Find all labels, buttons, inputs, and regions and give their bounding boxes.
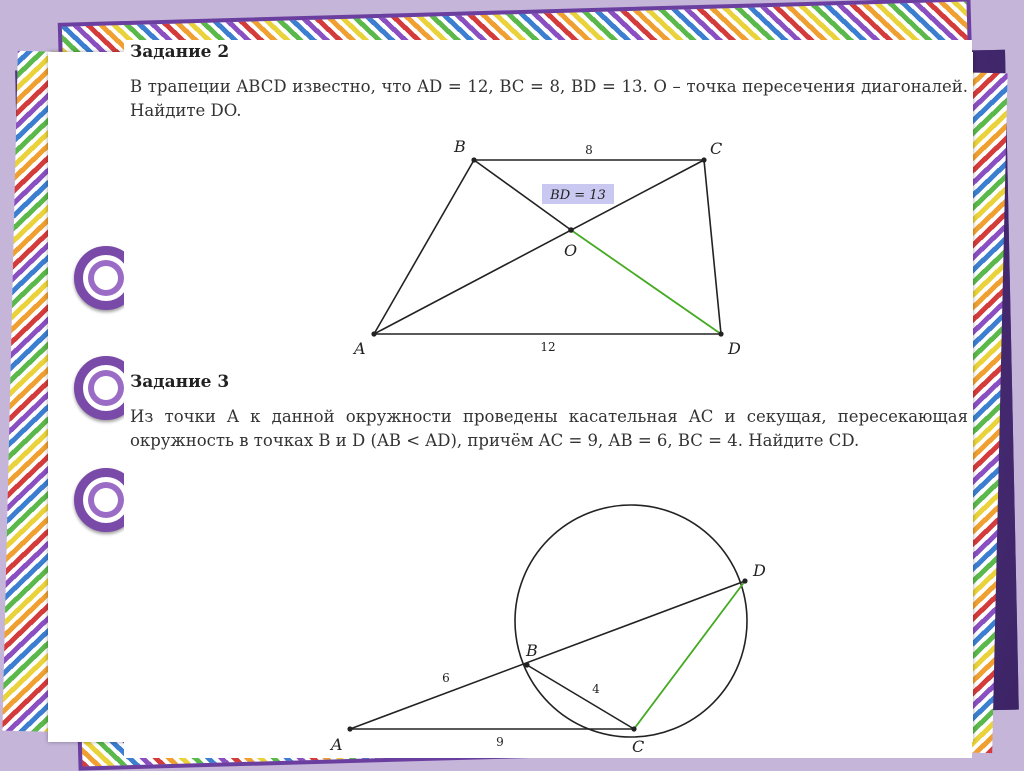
length-bc: 8 [585,143,593,157]
length-ad: 12 [540,340,556,354]
label-d: D [753,561,766,580]
label-c: C [710,139,723,158]
trapezoid-diagram [124,40,972,370]
segment-do-highlight [571,230,721,334]
problem-sheet [124,40,972,758]
point-d [718,331,723,336]
label-c: C [632,737,645,756]
task3-statement: Из точки A к данной окружности проведены касательная AC и секущая, пересекающая окружность в точках B и D (AB < AD), причём AC = 9, AB = 6, BC = 4. Найдите CD. [130,407,968,450]
task2-title: Задание 2 [130,42,230,62]
point-a [371,331,376,336]
label-d: D [728,339,741,358]
circle [515,505,747,737]
task3-title: Задание 3 [130,372,230,392]
label-o: O [564,241,578,260]
label-b: B [526,641,538,660]
length-ab: 6 [442,671,450,685]
point-c [701,157,706,162]
point-d [742,578,747,583]
length-bc: 4 [592,682,600,696]
label-a: A [354,339,366,358]
label-b: B [454,137,466,156]
side-cd [704,160,721,334]
task2-statement: В трапеции ABCD известно, что AD = 12, BC = 8, BD = 13. O – точка пересечения диагоналей. Найдите DO. [130,77,968,120]
point-a [347,726,352,731]
label-a: A [331,735,343,754]
point-b [524,662,529,667]
segment-cd-highlight [634,581,745,729]
point-b [471,157,476,162]
bd-tag: BD = 13 [550,188,606,203]
circle-tangent-secant-diagram [124,480,972,758]
length-ac: 9 [496,735,504,749]
point-c [631,726,636,731]
secant-ad [350,581,745,729]
point-o [568,227,574,233]
